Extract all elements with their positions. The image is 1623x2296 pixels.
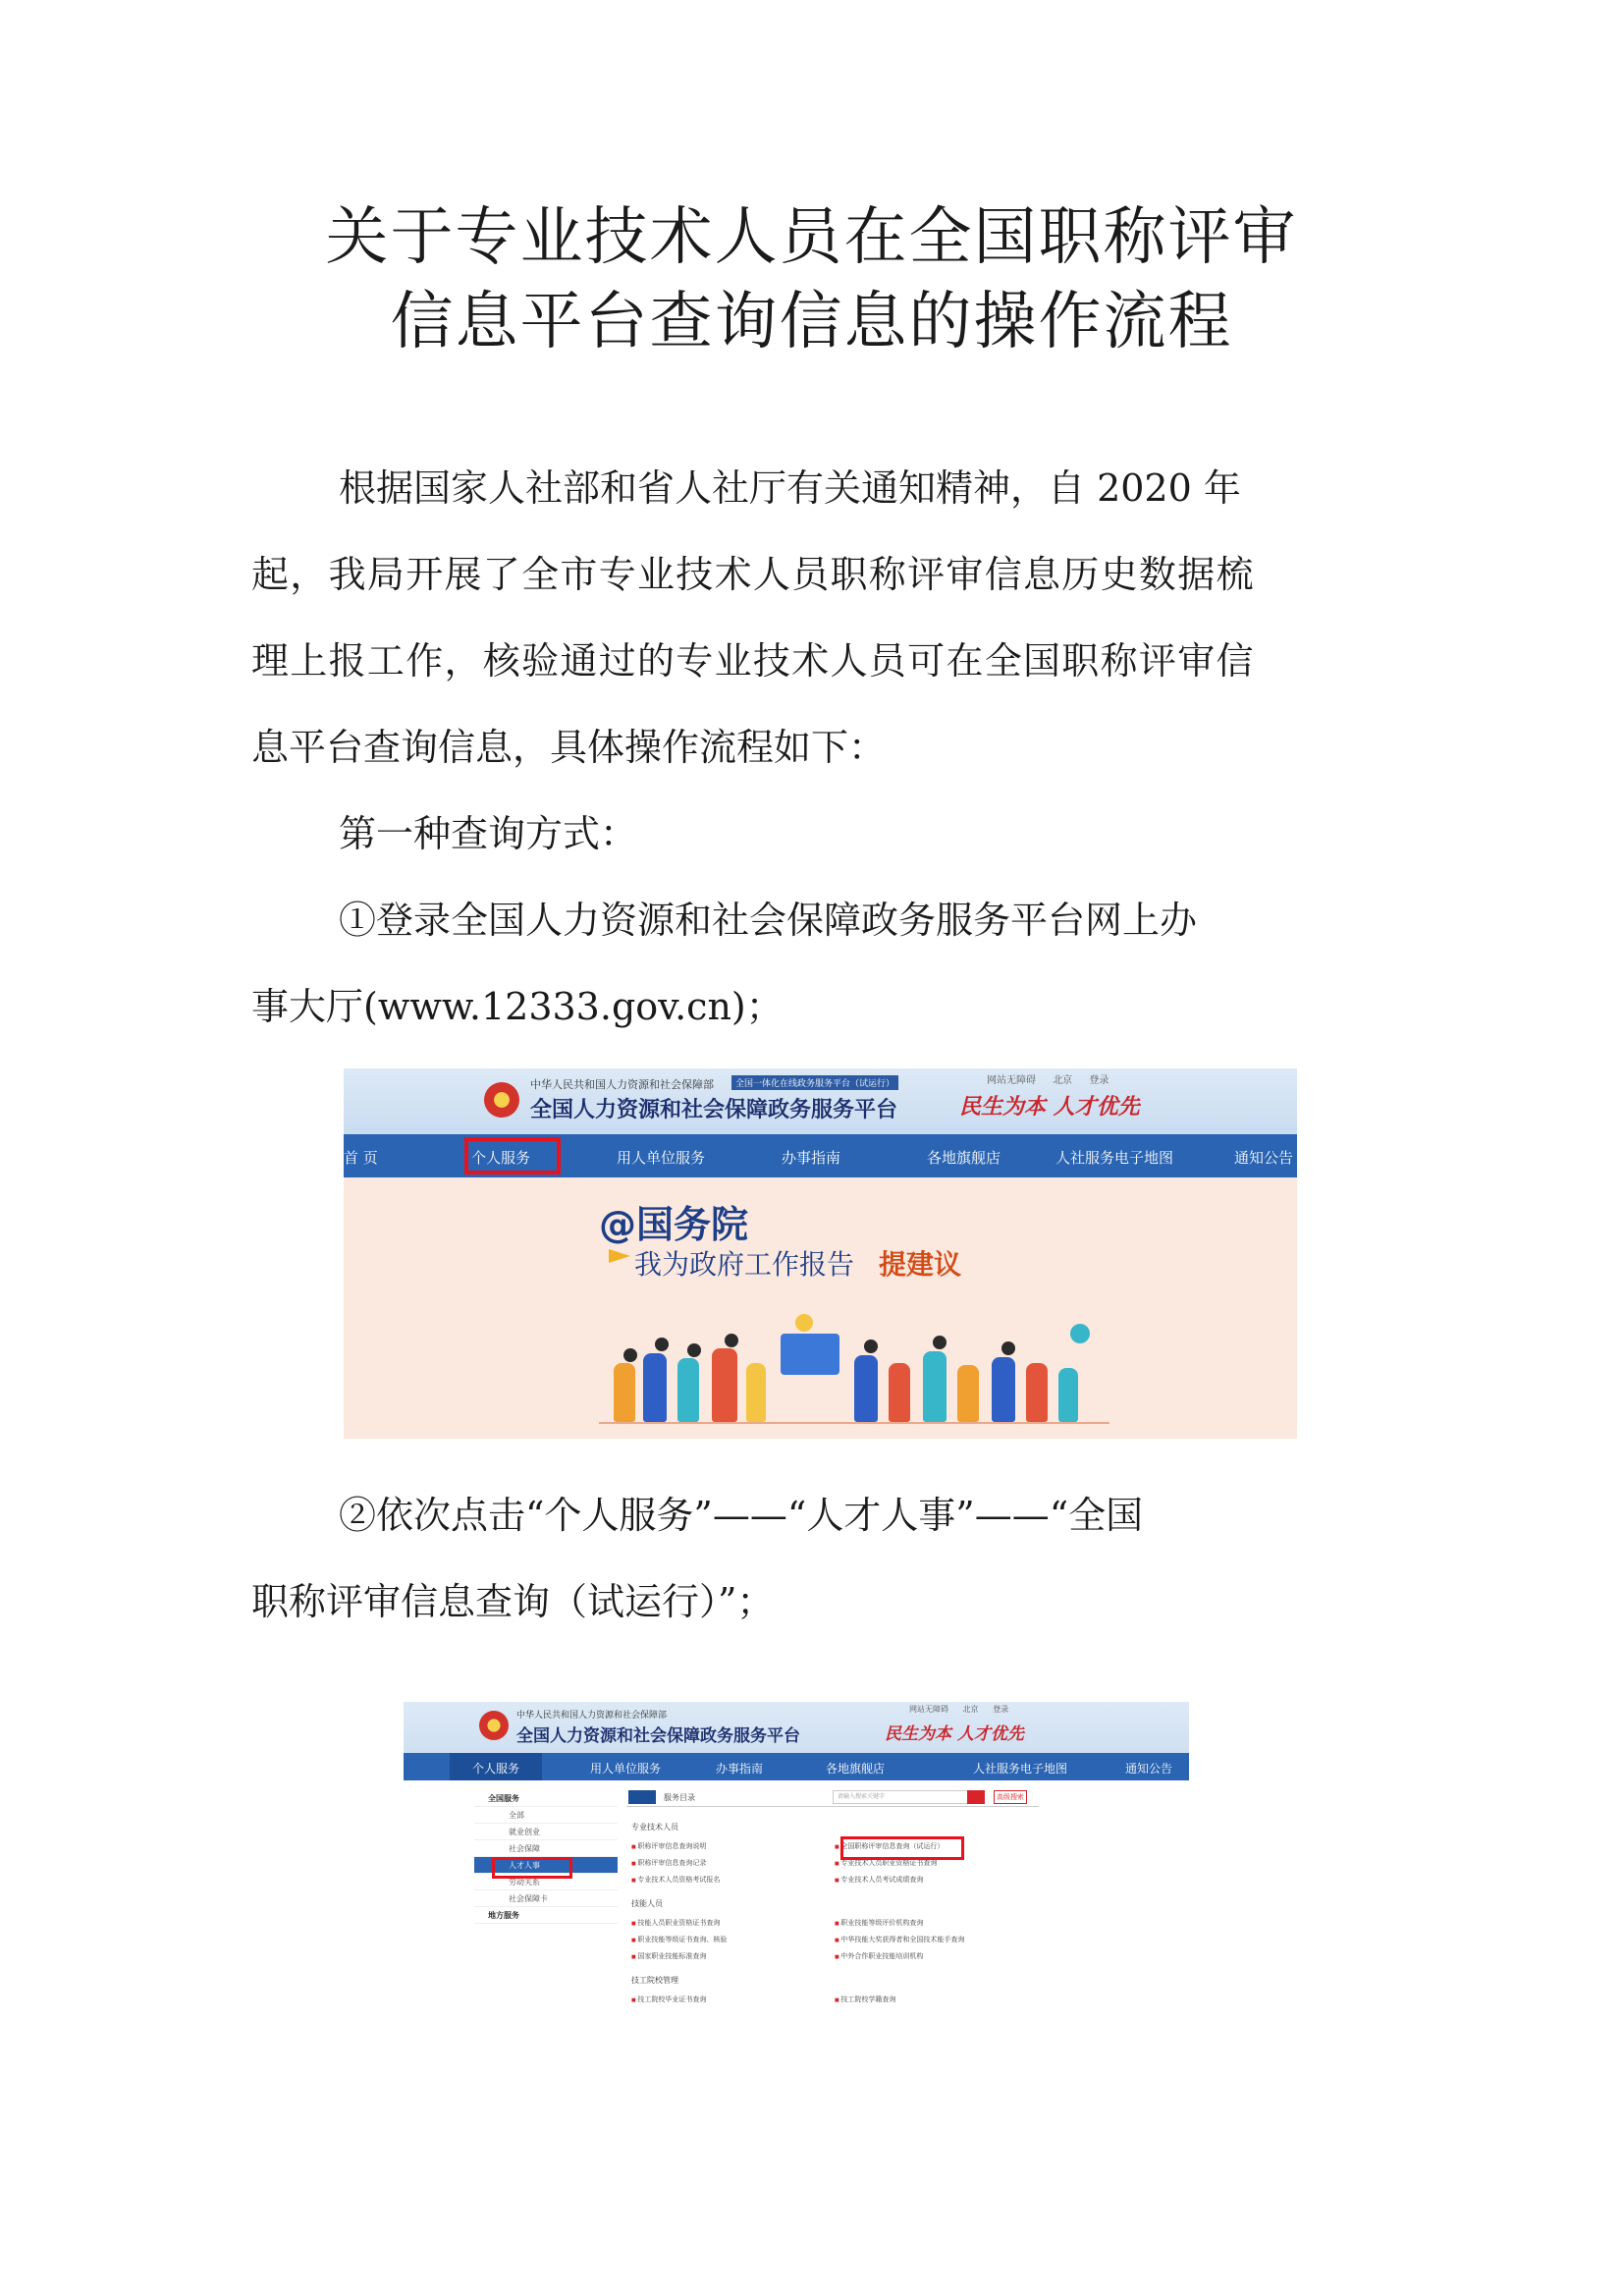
accessibility-link[interactable]: 网站无障碍 bbox=[909, 1705, 948, 1714]
step-1-line-2: 事大厅(www.12333.gov.cn)； bbox=[251, 985, 784, 1028]
catalog-icon bbox=[628, 1790, 656, 1804]
service-catalog bbox=[626, 1788, 1039, 2030]
nav-notices[interactable]: 通知公告 bbox=[1125, 1762, 1173, 1776]
doc-title-line-1: 关于专业技术人员在全国职称评审 bbox=[325, 201, 1298, 274]
catalog-item[interactable]: ■ 职称评审信息查询说明 bbox=[631, 1841, 706, 1851]
catalog-item[interactable]: ■ 专业技术人员考试成绩查询 bbox=[835, 1875, 923, 1885]
highlight-box-title-query bbox=[840, 1836, 964, 1860]
nav-service-map[interactable]: 人社服务电子地图 bbox=[973, 1762, 1068, 1776]
step-2-line-2: 职称评审信息查询（试运行）”； bbox=[251, 1580, 775, 1623]
sidebar-item-social-security[interactable]: 社会保障 bbox=[474, 1840, 618, 1857]
catalog-item[interactable]: ■ 技能人员职业资格证书查询 bbox=[631, 1918, 720, 1928]
personal-services-screenshot bbox=[404, 1702, 1189, 2031]
ministry-name: 中华人民共和国人力资源和社会保障部 bbox=[530, 1078, 714, 1091]
nav-local-stores[interactable]: 各地旗舰店 bbox=[927, 1149, 1001, 1167]
top-links bbox=[987, 1071, 1122, 1086]
sidebar-item-labor-relations[interactable]: 劳动关系 bbox=[474, 1874, 618, 1890]
top-links bbox=[909, 1704, 1020, 1715]
nav-home[interactable]: 首 页 bbox=[344, 1149, 378, 1167]
platform-badge: 全国一体化在线政务服务平台（试运行） bbox=[731, 1075, 898, 1090]
paper-plane-icon bbox=[609, 1249, 630, 1263]
catalog-item[interactable]: ■ 中华技能大奖获得者和全国技术能手查询 bbox=[835, 1935, 964, 1944]
highlight-box-sidebar bbox=[492, 1857, 572, 1879]
method-heading: 第一种查询方式： bbox=[339, 812, 638, 855]
national-emblem-icon bbox=[479, 1711, 509, 1740]
catalog-item[interactable]: ■ 职称评审信息查询记录 bbox=[631, 1858, 706, 1868]
national-emblem-icon bbox=[484, 1082, 519, 1118]
banner-suggest: 提建议 bbox=[879, 1248, 962, 1281]
accessibility-link[interactable]: 网站无障碍 bbox=[987, 1075, 1036, 1086]
main-nav-labels bbox=[404, 1753, 1189, 1780]
nav-service-map[interactable]: 人社服务电子地图 bbox=[1055, 1149, 1174, 1167]
catalog-item[interactable]: ■ 专业技术人员职业资格证书查询 bbox=[835, 1858, 937, 1868]
advanced-search-button[interactable]: 高级搜索 bbox=[994, 1790, 1027, 1804]
platform-name: 全国人力资源和社会保障政务服务平台 bbox=[530, 1098, 898, 1122]
catalog-item[interactable]: ■ 技工院校学籍查询 bbox=[835, 1995, 895, 2004]
nav-guide[interactable]: 办事指南 bbox=[782, 1149, 841, 1167]
doc-title-line-2: 信息平台查询信息的操作流程 bbox=[390, 286, 1233, 358]
catalog-bar bbox=[626, 1788, 1039, 1807]
step-1-line-1: ①登录全国人力资源和社会保障政务服务平台网上办 bbox=[339, 899, 1198, 942]
sidebar-item-all[interactable]: 全部 bbox=[474, 1807, 618, 1824]
section-professional: 专业技术人员 bbox=[631, 1823, 678, 1831]
search-input[interactable]: 请输入搜索关键字 bbox=[833, 1790, 968, 1804]
catalog-label: 服务目录 bbox=[664, 1793, 695, 1802]
catalog-item[interactable]: ■ 国家职业技能标准查询 bbox=[631, 1951, 706, 1961]
catalog-item[interactable]: ■ 专业技术人员资格考试报名 bbox=[631, 1875, 720, 1885]
section-skilled: 技能人员 bbox=[631, 1899, 663, 1908]
region-selector[interactable]: 北京 bbox=[962, 1705, 979, 1714]
nav-notices[interactable]: 通知公告 bbox=[1234, 1149, 1294, 1167]
nav-employer-services[interactable]: 用人单位服务 bbox=[590, 1762, 662, 1776]
portal-homepage-screenshot bbox=[344, 1068, 1297, 1439]
catalog-item[interactable]: ■ 职业技能等级证书查询、核验 bbox=[631, 1935, 727, 1944]
portal-header bbox=[344, 1068, 1297, 1134]
banner-ground-line bbox=[599, 1422, 1109, 1424]
region-selector[interactable]: 北京 bbox=[1053, 1075, 1073, 1086]
login-link[interactable]: 登录 bbox=[993, 1705, 1009, 1714]
sidebar-item-talent[interactable]: 人才人事 bbox=[474, 1857, 618, 1874]
sidebar-group-local[interactable]: 地方服务 bbox=[474, 1907, 618, 1924]
nav-local-stores[interactable]: 各地旗舰店 bbox=[826, 1762, 886, 1776]
nav-personal-services[interactable]: 个人服务 bbox=[471, 1149, 531, 1167]
banner-state-council: @国务院 bbox=[599, 1203, 749, 1246]
slogan: 民生为本 人才优先 bbox=[959, 1095, 1140, 1120]
section-technical-schools: 技工院校管理 bbox=[631, 1976, 678, 1985]
catalog-item[interactable]: ■ 中外合作职业技能培训机构 bbox=[835, 1951, 923, 1961]
catalog-item[interactable]: ■ 职业技能等级评价机构查询 bbox=[835, 1918, 923, 1928]
sidebar-item-ss-card[interactable]: 社会保障卡 bbox=[474, 1890, 618, 1907]
step-2-line-1: ②依次点击“个人服务”——“人才人事”——“全国 bbox=[339, 1494, 1144, 1537]
body-paragraph-1-line-1: 根据国家人社部和省人社厅有关通知精神，自 2020 年 bbox=[339, 466, 1241, 510]
body-paragraph-1-line-3: 理上报工作，核验通过的专业技术人员可在全国职称评审信 bbox=[251, 639, 1255, 683]
catalog-item[interactable]: ■ 技工院校毕业证书查询 bbox=[631, 1995, 706, 2004]
sidebar-group-national[interactable]: 全国服务 bbox=[474, 1790, 618, 1807]
slogan: 民生为本 人才优先 bbox=[885, 1724, 1024, 1744]
banner-report: 我为政府工作报告 bbox=[634, 1248, 855, 1281]
sidebar-item-employment[interactable]: 就业创业 bbox=[474, 1824, 618, 1840]
portal-header bbox=[404, 1702, 1189, 1753]
catalog-item-title-query[interactable]: ■ 全国职称评审信息查询（试运行） bbox=[835, 1841, 944, 1851]
body-paragraph-1-line-2: 起，我局开展了全市专业技术人员职称评审信息历史数据梳 bbox=[251, 553, 1255, 596]
body-paragraph-1-line-4: 息平台查询信息，具体操作流程如下： bbox=[251, 726, 887, 769]
nav-employer-services[interactable]: 用人单位服务 bbox=[617, 1149, 706, 1167]
nav-personal-services[interactable]: 个人服务 bbox=[472, 1762, 520, 1776]
nav-guide[interactable]: 办事指南 bbox=[716, 1762, 764, 1776]
login-link[interactable]: 登录 bbox=[1089, 1075, 1109, 1086]
highlight-box bbox=[464, 1137, 561, 1175]
search-icon[interactable] bbox=[967, 1790, 985, 1804]
platform-name: 全国人力资源和社会保障政务服务平台 bbox=[516, 1726, 800, 1746]
ministry-name: 中华人民共和国人力资源和社会保障部 bbox=[516, 1711, 668, 1721]
